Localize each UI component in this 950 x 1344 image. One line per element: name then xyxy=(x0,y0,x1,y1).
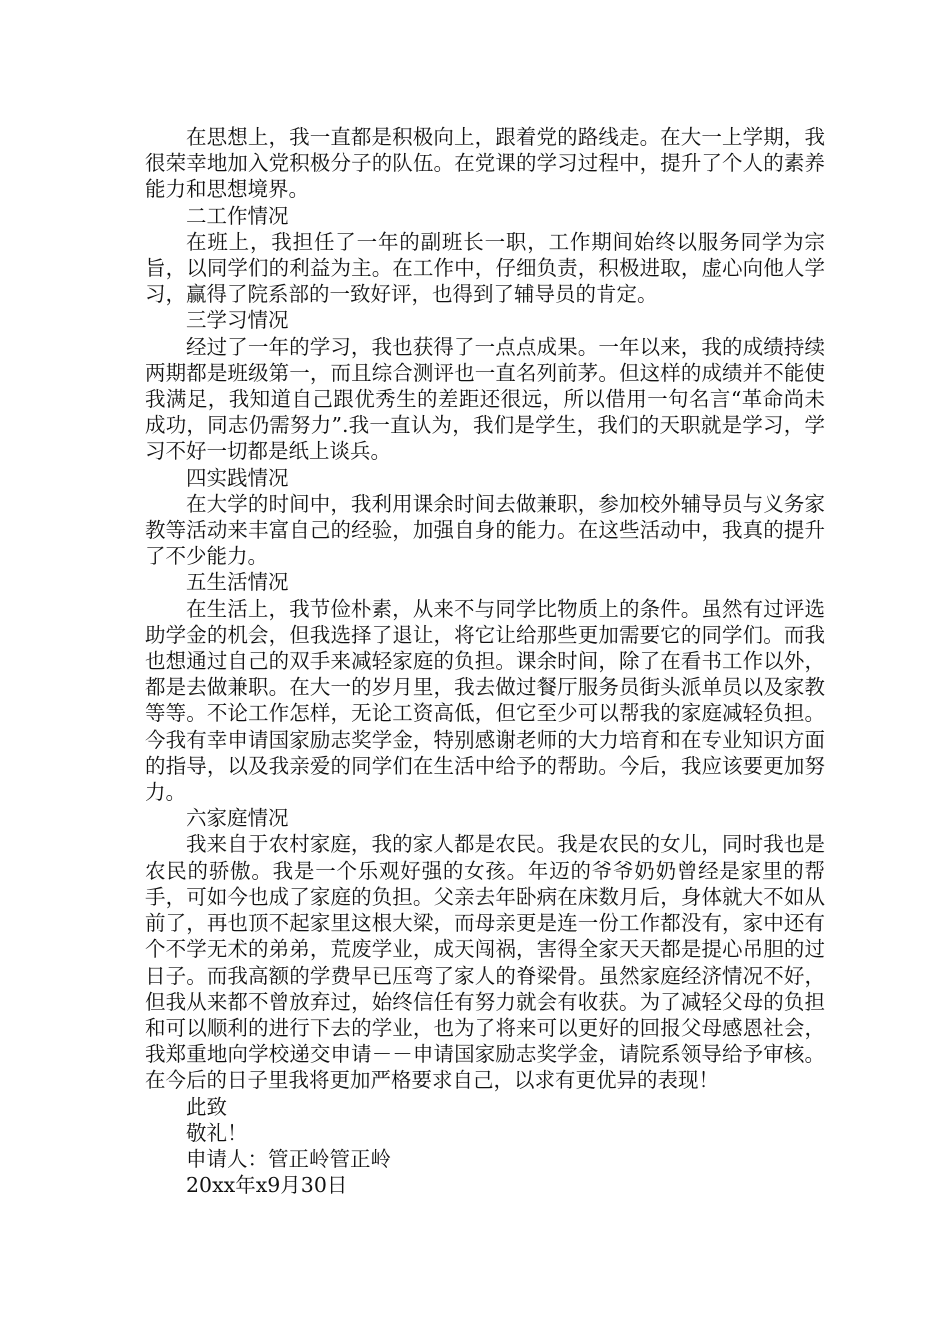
paragraph-family: 我来自于农村家庭，我的家人都是农民。我是农民的女儿，同时我也是农民的骄傲。我是一个乐观好强的女孩。年迈的爷爷奶奶曾经是家里的帮手，可如今也成了家庭的负担。父亲去年卧病在床数月后，身体就大不如从前了，再也顶不起家里这根大梁，而母亲更是连一份工作都没有，家中还有个不学无术的弟弟，荒废学业，成天闯祸，害得全家天天都是提心吊胆的过日子。而我高额的学费早已压弯了家人的脊梁骨。虽然家庭经济情况不好，但我从来都不曾放弃过，始终信任有努力就会有收获。为了减轻父母的负担和可以顺利的进行下去的学业，也为了将来可以更好的回报父母感恩社会，我郑重地向学校递交申请－－申请国家励志奖学金，请院系领导给予审核。在今后的日子里我将更加严格要求自己，以求有更优异的表现！ xyxy=(145,832,825,1093)
paragraph-work: 在班上，我担任了一年的副班长一职，工作期间始终以服务同学为宗旨，以同学们的利益为主。在工作中，仔细负责，积极进取，虚心向他人学习，赢得了院系部的一致好评，也得到了辅导员的肯定。 xyxy=(145,229,825,307)
paragraph-ideology: 在思想上，我一直都是积极向上，跟着党的路线走。在大一上学期，我很荣幸地加入党积极分子的队伍。在党课的学习过程中，提升了个人的素养能力和思想境界。 xyxy=(145,125,825,202)
applicant-signature: 申请人：管正岭管正岭 xyxy=(186,1146,391,1171)
application-date: 20xx年x9月30日 xyxy=(186,1173,348,1198)
paragraph-study: 经过了一年的学习，我也获得了一点点成果。一年以来，我的成绩持续两期都是班级第一，而且综合测评也一直名列前茅。但这样的成绩并不能使我满足，我知道自己跟优秀生的差距还很远，所以借用一句名言“革命尚未成功，同志仍需努力”.我一直认为，我们是学生，我们的天职就是学习，学习不好一切都是纸上谈兵。 xyxy=(145,334,825,464)
paragraph-life: 在生活上，我节俭朴素，从来不与同学比物质上的条件。虽然有过评选助学金的机会，但我选择了退让，将它让给那些更加需要它的同学们。而我也想通过自己的双手来减轻家庭的负担。课余时间，除了在看书工作以外，都是去做兼职。在大一的岁月里，我去做过餐厅服务员街头派单员以及家教等等。不论工作怎样，无论工资高低，但它至少可以帮我的家庭减轻负担。今我有幸申请国家励志奖学金，特别感谢老师的大力培育和在专业知识方面的指导，以及我亲爱的同学们在生活中给予的帮助。今后，我应该要更加努力。 xyxy=(145,596,825,805)
closing-regards: 敬礼！ xyxy=(186,1120,248,1145)
section-heading-life: 五生活情况 xyxy=(186,570,289,595)
section-heading-study: 三学习情况 xyxy=(186,308,289,333)
closing-salutation: 此致 xyxy=(186,1094,227,1119)
document-page xyxy=(145,124,825,1198)
section-heading-work: 二工作情况 xyxy=(186,203,289,228)
section-heading-family: 六家庭情况 xyxy=(186,806,289,831)
section-heading-practice: 四实践情况 xyxy=(186,465,289,490)
paragraph-practice: 在大学的时间中，我利用课余时间去做兼职，参加校外辅导员与义务家教等活动来丰富自己的经验，加强自身的能力。在这些活动中，我真的提升了不少能力。 xyxy=(145,491,825,569)
